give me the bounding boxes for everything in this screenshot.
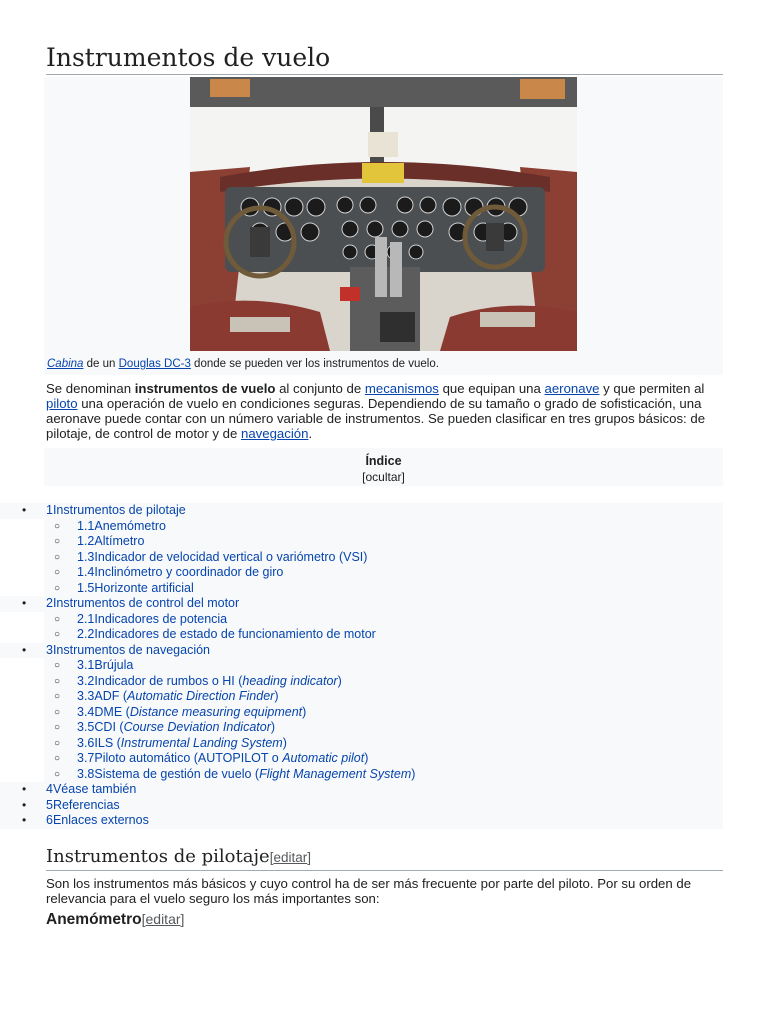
edit-bracket: ] <box>307 850 311 865</box>
subsection-heading-text: Anemómetro <box>46 911 142 928</box>
intro-text: al conjunto de <box>275 381 365 396</box>
toc-item[interactable]: ○ 3.4DME (Distance measuring equipment) <box>44 705 723 721</box>
toc-item[interactable]: ○ 2.1Indicadores de potencia <box>44 612 723 628</box>
caption-text: donde se pueden ver los instrumentos de vuelo. <box>190 358 439 370</box>
subsection-heading-anemometro <box>46 911 184 929</box>
edit-link[interactable]: editar <box>145 911 181 927</box>
edit-bracket: [ <box>269 850 274 865</box>
intro-text: que equipan una <box>438 381 545 396</box>
link-navegacion[interactable]: navegación <box>241 426 309 441</box>
toc-item[interactable]: ○ 2.2Indicadores de estado de funcionamiento de motor <box>44 627 723 643</box>
section-heading-pilotaje <box>46 845 723 871</box>
toc-item[interactable]: ○ 1.3Indicador de velocidad vertical o variómetro (VSI) <box>44 550 723 566</box>
section-paragraph: Son los instrumentos más básicos y cuyo control ha de ser más frecuente por parte del piloto. Por su orden de relevancia para el vuelo seguro los más importantes son: <box>46 876 692 906</box>
toc-item[interactable]: ○ 3.7Piloto automático (AUTOPILOT o Automatic pilot) <box>44 751 723 767</box>
link-mecanismos[interactable]: mecanismos <box>364 381 439 396</box>
link-piloto[interactable]: piloto <box>46 396 78 411</box>
figure-caption <box>47 358 439 370</box>
toc-item[interactable]: ○ 3.5CDI (Course Deviation Indicator) <box>44 720 723 736</box>
section-heading-text: Instrumentos de pilotaje <box>46 846 270 867</box>
toc-item[interactable]: ○ 3.8Sistema de gestión de vuelo (Flight Management System) <box>44 767 723 783</box>
toc-item[interactable]: • 2Instrumentos de control del motor <box>0 596 723 612</box>
intro-text: una operación de vuelo en condiciones seguras. Dependiendo de su tamaño o grado de sofisticación, una aeronave puede contar con un número variable de instrumentos. Se pueden clasificar en tres grupos básicos: de pilotaje, de control de motor y de <box>46 396 706 441</box>
toc-item[interactable]: ○ 1.2Altímetro <box>44 534 723 550</box>
intro-paragraph <box>46 381 716 441</box>
toc-item[interactable]: ○ 1.4Inclinómetro y coordinador de giro <box>44 565 723 581</box>
link-aeronave[interactable]: aeronave <box>544 381 600 396</box>
toc-item[interactable]: • 4Véase también <box>0 782 723 798</box>
edit-link[interactable]: editar <box>273 850 308 865</box>
toc-title: Índice <box>365 454 402 468</box>
intro-text: y que permiten al <box>599 381 705 396</box>
toc-item[interactable]: ○ 3.1Brújula <box>44 658 723 674</box>
intro-text: Se denominan <box>46 381 135 396</box>
intro-bold: instrumentos de vuelo <box>134 381 276 396</box>
page-title: Instrumentos de vuelo <box>46 42 723 75</box>
caption-link-dc3[interactable]: Douglas DC-3 <box>118 358 191 370</box>
toc-item[interactable]: ○ 3.6ILS (Instrumental Landing System) <box>44 736 723 752</box>
toc-item[interactable]: ○ 3.3ADF (Automatic Direction Finder) <box>44 689 723 705</box>
caption-link-cabina[interactable]: Cabina <box>47 358 84 370</box>
toc-item[interactable]: • 6Enlaces externos <box>0 813 723 829</box>
toc-item[interactable]: ○ 3.2Indicador de rumbos o HI (heading indicator) <box>44 674 723 690</box>
cockpit-photo[interactable] <box>190 77 577 351</box>
toc-item[interactable]: ○ 1.1Anemómetro <box>44 519 723 535</box>
intro-text: . <box>308 426 313 441</box>
edit-bracket: ] <box>180 911 185 927</box>
toc-list <box>0 503 723 829</box>
toc-toggle[interactable]: [ocultar] <box>362 470 405 484</box>
toc-item[interactable]: • 3Instrumentos de navegación <box>0 643 723 659</box>
toc-item[interactable]: ○ 1.5Horizonte artificial <box>44 581 723 597</box>
toc-header <box>44 448 723 486</box>
edit-bracket: [ <box>141 911 146 927</box>
toc-item[interactable]: • 5Referencias <box>0 798 723 814</box>
caption-text: de un <box>83 358 119 370</box>
toc-item[interactable]: • 1Instrumentos de pilotaje <box>0 503 723 519</box>
